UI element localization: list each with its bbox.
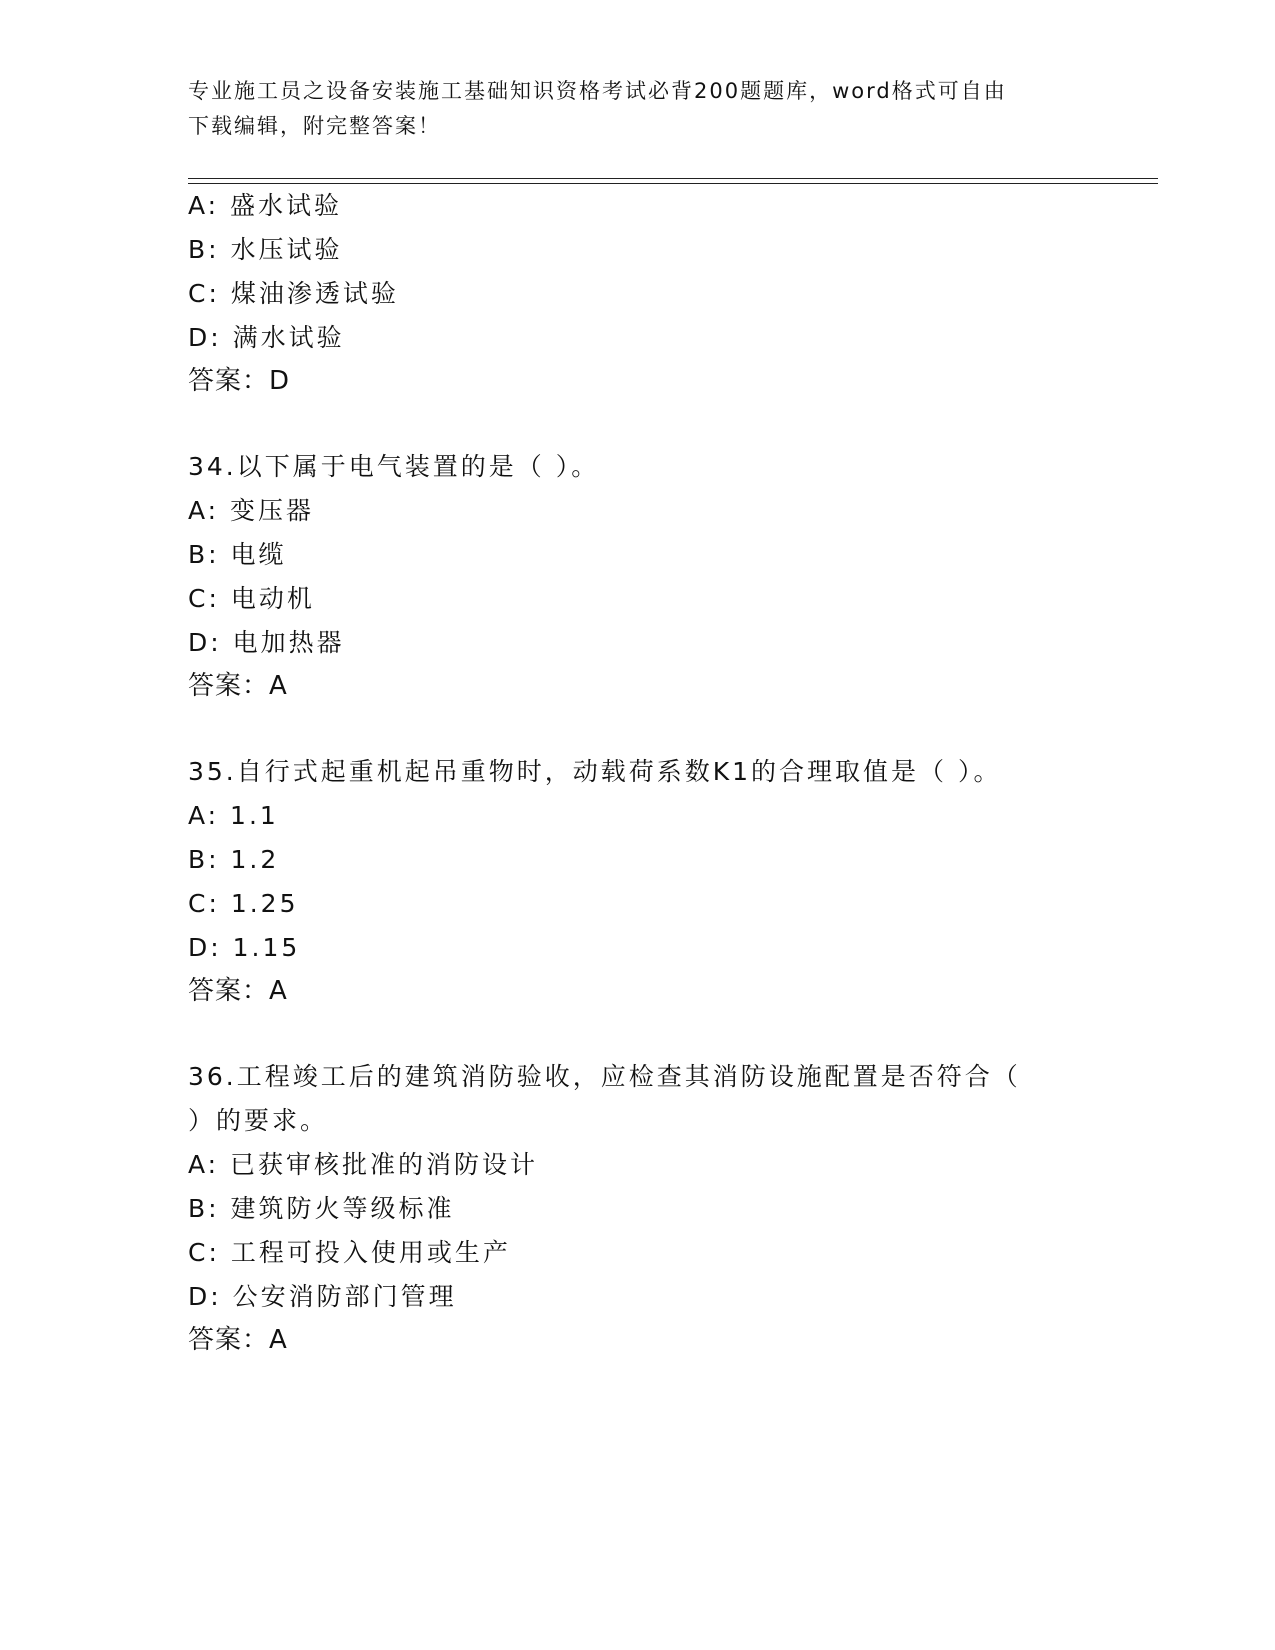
header-line-1: 专业施工员之设备安装施工基础知识资格考试必背200题题库，word格式可自由: [188, 79, 1007, 103]
header-divider-top: [188, 178, 1158, 179]
q35-question: 35.自行式起重机起吊重物时，动载荷系数K1的合理取值是（ ）。: [188, 757, 1002, 786]
q35-option-d: D: 1.15: [188, 933, 301, 962]
q33-option-d: D: 满水试验: [188, 323, 345, 352]
q35-option-b: B: 1.2: [188, 845, 280, 874]
q34-option-a: A: 变压器: [188, 496, 315, 525]
q35-answer: 答案：A: [188, 976, 288, 1006]
q34-answer: 答案：A: [188, 671, 288, 701]
q34-option-b: B: 电缆: [188, 540, 287, 569]
q36-answer: 答案：A: [188, 1325, 288, 1355]
q34-option-c: C: 电动机: [188, 584, 315, 613]
q35-option-a: A: 1.1: [188, 801, 279, 830]
header-divider-bottom: [188, 183, 1158, 184]
q33-option-a: A: 盛水试验: [188, 191, 343, 220]
q34-option-d: D: 电加热器: [188, 628, 345, 657]
q36-option-c: C: 工程可投入使用或生产: [188, 1238, 511, 1267]
q33-option-b: B: 水压试验: [188, 235, 343, 264]
document-header: [188, 74, 1088, 144]
q36-option-d: D: 公安消防部门管理: [188, 1282, 457, 1311]
q36-option-a: A: 已获审核批准的消防设计: [188, 1150, 539, 1179]
q33-answer: 答案：D: [188, 366, 291, 396]
q34-question: 34.以下属于电气装置的是（ ）。: [188, 452, 600, 481]
q36-question-line-1: 36.工程竣工后的建筑消防验收，应检查其消防设施配置是否符合（: [188, 1062, 1021, 1091]
q33-option-c: C: 煤油渗透试验: [188, 279, 399, 308]
q35-option-c: C: 1.25: [188, 889, 299, 918]
q36-question-line-2: ）的要求。: [188, 1106, 329, 1135]
q36-option-b: B: 建筑防火等级标准: [188, 1194, 455, 1223]
header-line-2: 下载编辑，附完整答案！: [188, 114, 441, 138]
